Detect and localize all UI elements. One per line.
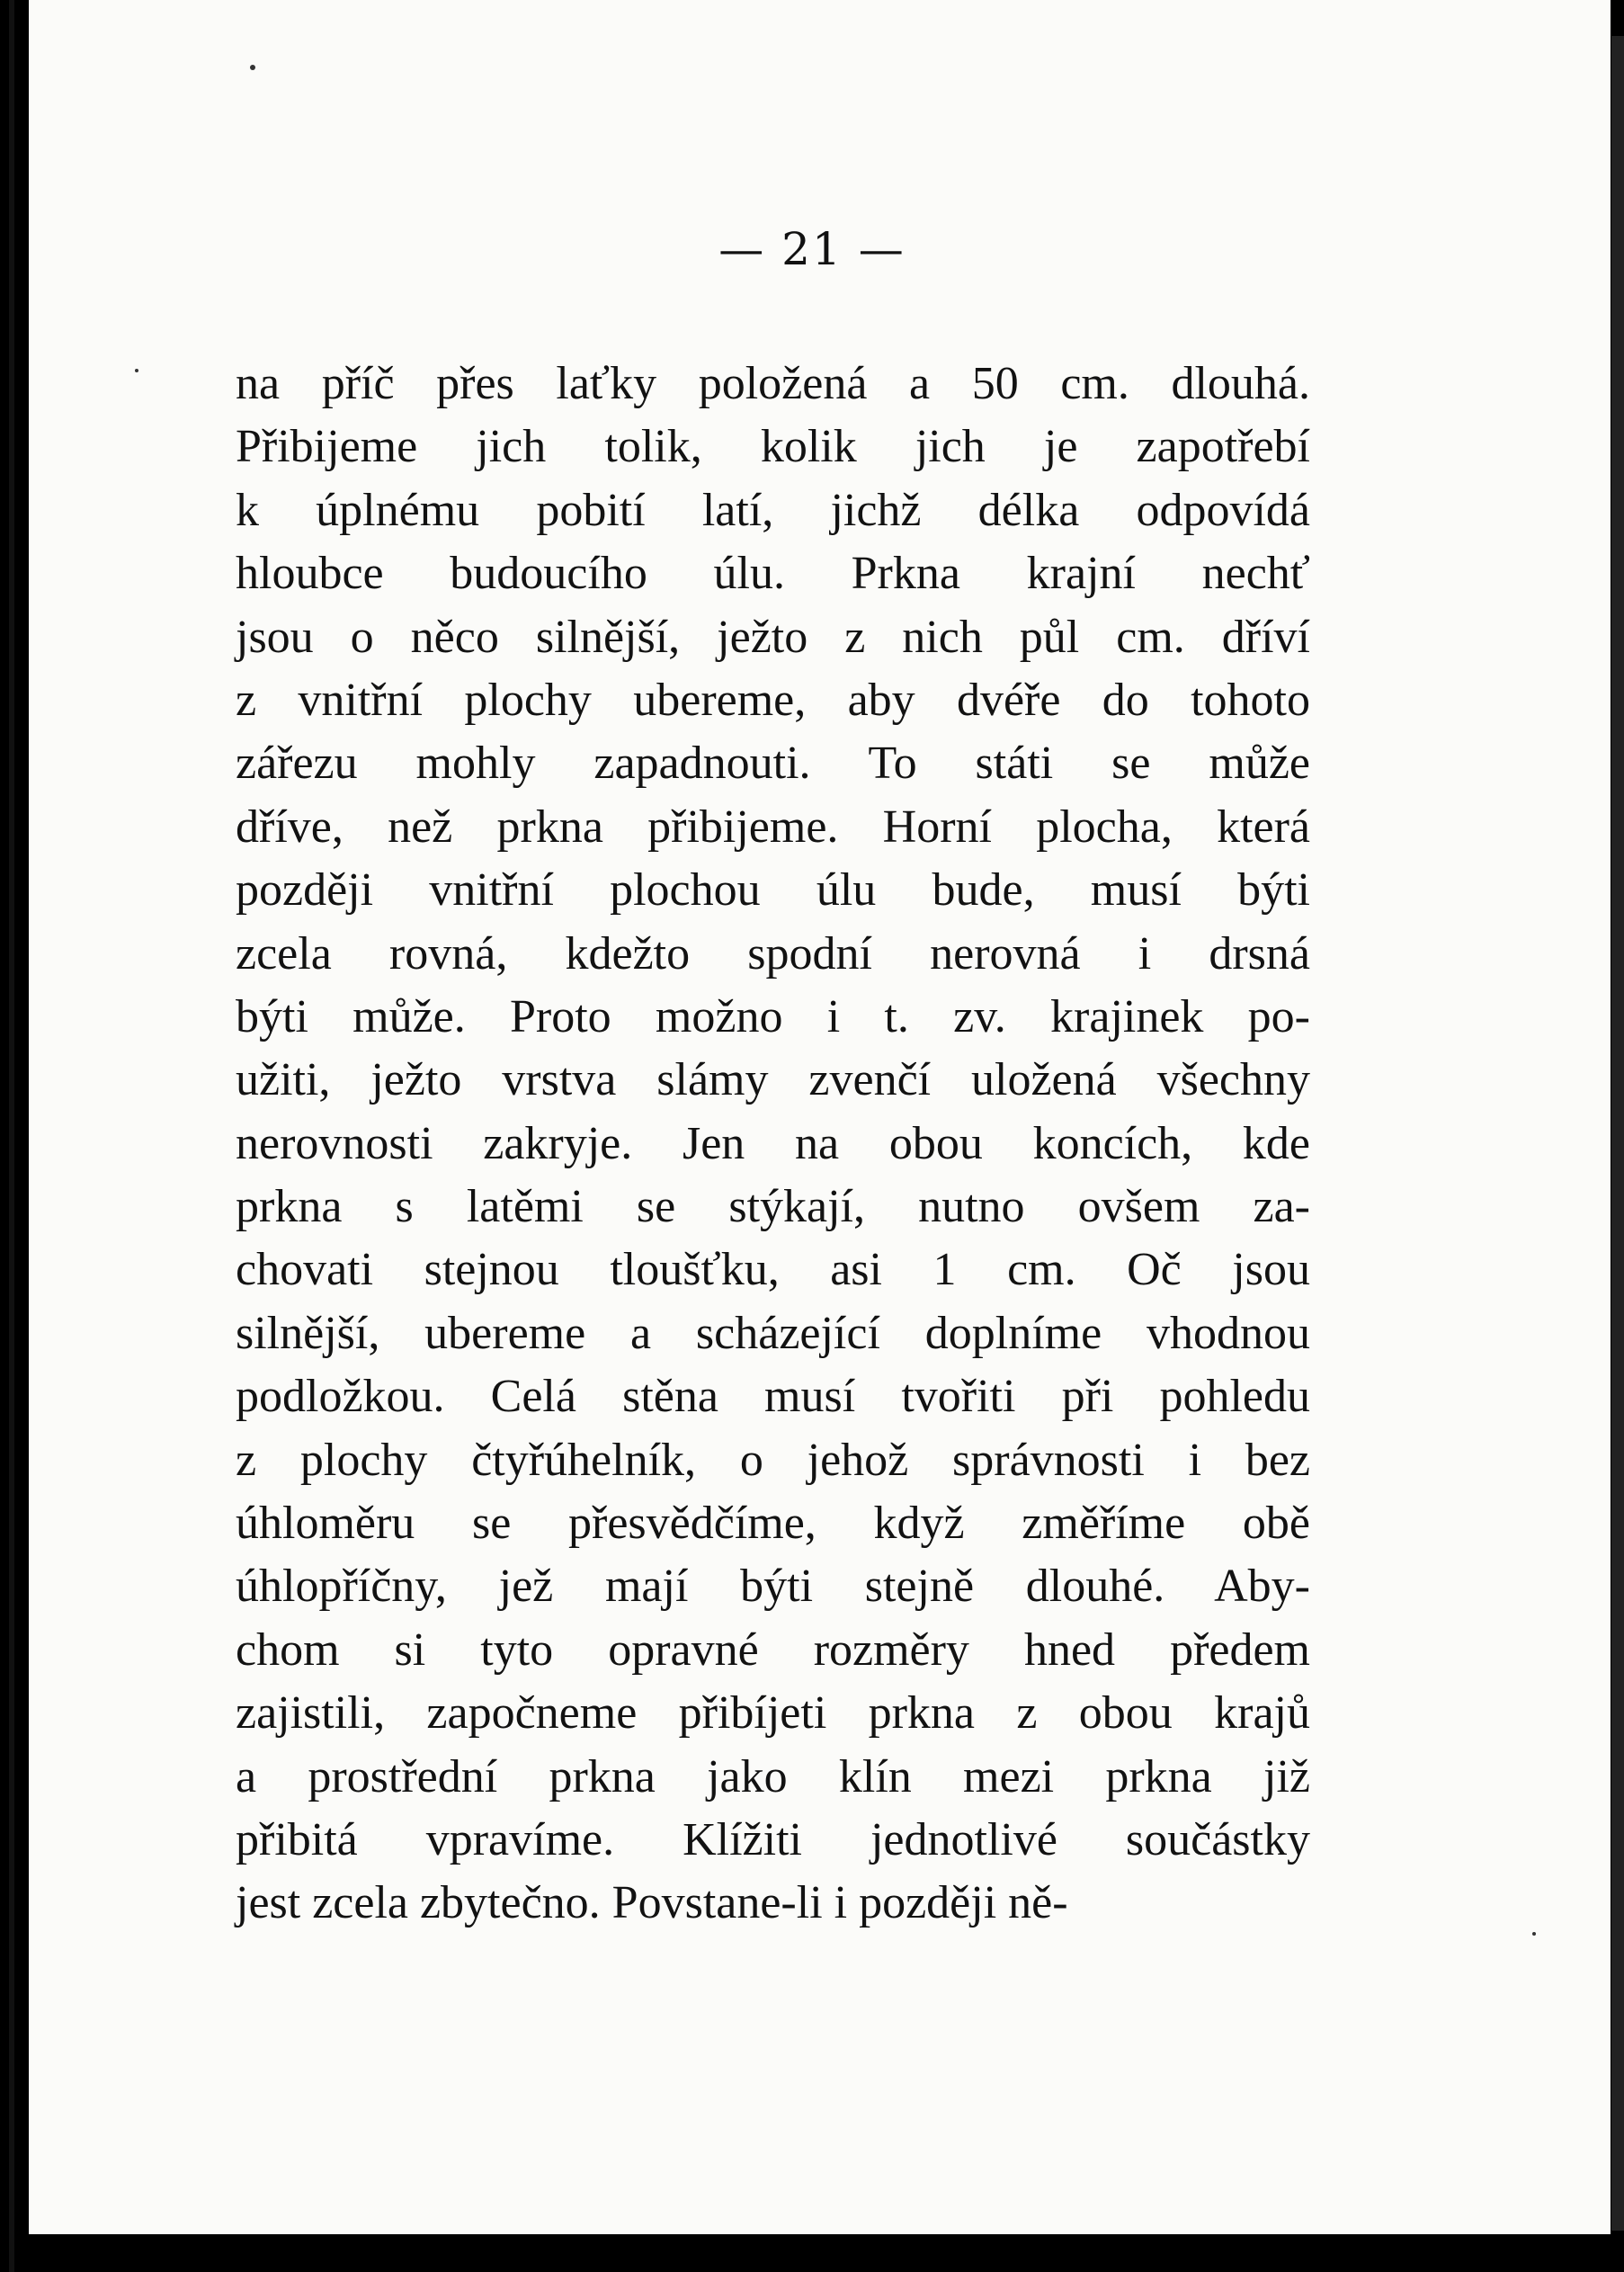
text-line: k úplnému pobití latí, jichž délka odpovídá	[236, 484, 1310, 536]
right-edge-shadow	[1611, 36, 1624, 2231]
text-line: prkna s latěmi se stýkají, nutno ovšem za-	[236, 1181, 1310, 1233]
text-line: úhlopříčny, jež mají býti stejně dlouhé. Aby-	[236, 1561, 1310, 1613]
binding-edge	[9, 0, 14, 2272]
text-line: silnější, ubereme a scházející doplníme vhodnou	[236, 1307, 1310, 1359]
text-line: z plochy čtyřúhelník, o jehož správnosti i bez	[236, 1434, 1310, 1486]
text-line: na příč přes laťky položená a 50 cm. dlouhá.	[236, 358, 1310, 409]
page-number: — 21 —	[718, 223, 906, 275]
text-line: jsou o něco silnější, ježto z nich půl cm. dříví	[236, 611, 1310, 663]
text-line: chom si tyto opravné rozměry hned předem	[236, 1623, 1310, 1676]
dust-speck	[1532, 1932, 1536, 1936]
text-line: zajistili, započneme přibíjeti prkna z obou krajů	[236, 1687, 1310, 1740]
text-line: nerovnosti zakryje. Jen na obou koncích, kde	[236, 1117, 1310, 1169]
text-line: a prostřední prkna jako klín mezi prkna již	[236, 1750, 1310, 1802]
body-text	[236, 353, 1310, 1936]
text-line: úhloměru se přesvědčíme, když změříme obě	[236, 1498, 1310, 1550]
text-line: chovati stejnou tloušťku, asi 1 cm. Oč jsou	[236, 1244, 1310, 1296]
text-line: z vnitřní plochy ubereme, aby dvéře do tohoto	[236, 674, 1310, 726]
text-line: přibitá vpravíme. Klížiti jednotlivé součástky	[236, 1813, 1310, 1865]
dust-speck	[250, 65, 255, 70]
text-line: později vnitřní plochou úlu bude, musí býti	[236, 864, 1310, 917]
text-line: zcela rovná, kdežto spodní nerovná i drsná	[236, 927, 1310, 979]
dust-speck	[135, 369, 138, 372]
text-line: hloubce budoucího úlu. Prkna krajní nechť	[236, 548, 1310, 600]
text-line: podložkou. Celá stěna musí tvořiti při pohledu	[236, 1371, 1310, 1423]
text-line: dříve, než prkna přibijeme. Horní plocha, která	[236, 801, 1310, 853]
text-line: užiti, ježto vrstva slámy zvenčí uložená všechny	[236, 1054, 1310, 1106]
text-line: zářezu mohly zapadnouti. To státi se může	[236, 738, 1310, 790]
text-line: býti může. Proto možno i t. zv. krajinek po-	[236, 990, 1310, 1042]
text-line: Přibijeme jich tolik, kolik jich je zapotřebí	[236, 421, 1310, 473]
text-line: jest zcela zbytečno. Povstane-li i později ně-	[236, 1877, 1068, 1929]
